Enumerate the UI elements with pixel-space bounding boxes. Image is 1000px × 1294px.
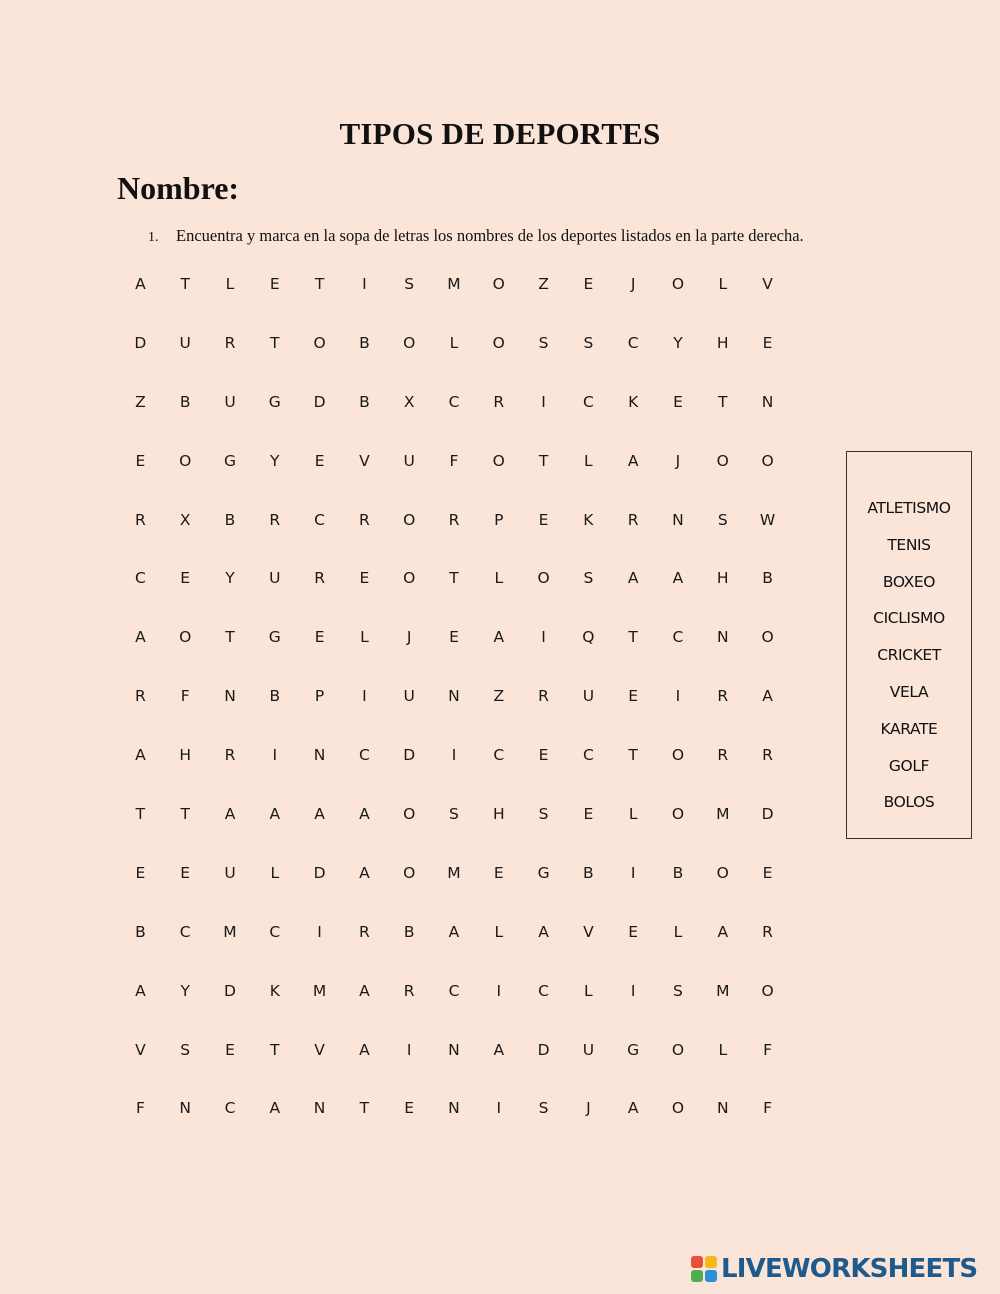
grid-letter[interactable]: R bbox=[224, 333, 236, 352]
grid-letter[interactable]: I bbox=[496, 981, 502, 1000]
grid-letter[interactable]: O bbox=[492, 451, 505, 470]
logo-square bbox=[691, 1270, 703, 1282]
grid-letter[interactable]: A bbox=[493, 1040, 505, 1059]
grid-letter[interactable]: S bbox=[717, 510, 728, 529]
grid-letter[interactable]: G bbox=[223, 451, 236, 470]
grid-letter[interactable]: I bbox=[541, 628, 546, 647]
grid-letter[interactable]: T bbox=[225, 628, 235, 647]
grid-letter[interactable]: O bbox=[537, 569, 550, 588]
grid-letter[interactable]: T bbox=[270, 1040, 280, 1059]
grid-letter[interactable]: H bbox=[179, 746, 192, 765]
grid-letter[interactable]: T bbox=[314, 275, 325, 293]
grid-letter[interactable]: P bbox=[494, 510, 504, 529]
grid-letter[interactable]: E bbox=[583, 275, 594, 293]
grid-letter[interactable]: C bbox=[358, 746, 370, 765]
grid-letter[interactable]: A bbox=[627, 569, 639, 588]
grid-letter[interactable]: U bbox=[269, 569, 281, 588]
grid-letter[interactable]: R bbox=[135, 510, 146, 529]
word-list-item: KARATE bbox=[880, 719, 938, 738]
grid-letter[interactable]: J bbox=[630, 275, 636, 293]
word-list-item: VELA bbox=[889, 682, 929, 701]
grid-letter[interactable]: B bbox=[359, 392, 370, 411]
grid-letter[interactable]: A bbox=[627, 451, 639, 470]
grid-letter[interactable]: R bbox=[627, 510, 639, 529]
grid-letter[interactable]: A bbox=[135, 628, 146, 647]
grid-letter[interactable]: N bbox=[179, 1099, 191, 1118]
grid-letter[interactable]: E bbox=[314, 628, 325, 647]
grid-letter[interactable]: E bbox=[493, 863, 504, 882]
grid-letter[interactable]: L bbox=[494, 569, 504, 588]
grid-letter[interactable]: Y bbox=[270, 451, 280, 470]
word-list-box bbox=[846, 451, 972, 839]
grid-letter[interactable]: F bbox=[135, 1099, 145, 1118]
page-title: TIPOS DE DEPORTES bbox=[339, 116, 661, 151]
grid-letter[interactable]: U bbox=[403, 451, 415, 470]
grid-letter[interactable]: U bbox=[403, 687, 415, 706]
grid-letter[interactable]: R bbox=[135, 687, 146, 706]
grid-letter[interactable]: A bbox=[762, 687, 773, 706]
grid-letter[interactable]: J bbox=[586, 1099, 591, 1118]
grid-letter[interactable]: S bbox=[538, 333, 549, 352]
grid-letter[interactable]: A bbox=[448, 922, 460, 941]
grid-letter[interactable]: V bbox=[762, 275, 773, 293]
grid-letter[interactable]: Q bbox=[582, 628, 595, 647]
grid-letter[interactable]: E bbox=[135, 863, 146, 882]
grid-letter[interactable]: D bbox=[313, 392, 326, 411]
grid-letter[interactable]: C bbox=[224, 1099, 236, 1118]
grid-letter[interactable]: S bbox=[538, 1099, 549, 1118]
instruction bbox=[148, 226, 804, 246]
grid-letter[interactable]: R bbox=[762, 746, 773, 765]
grid-letter[interactable]: C bbox=[269, 922, 281, 941]
grid-letter[interactable]: L bbox=[718, 275, 728, 293]
grid-letter[interactable]: O bbox=[716, 863, 729, 882]
grid-letter[interactable]: I bbox=[272, 746, 278, 765]
grid-letter[interactable]: N bbox=[716, 628, 729, 647]
grid-letter[interactable]: S bbox=[583, 333, 594, 352]
grid-letter[interactable]: S bbox=[180, 1040, 191, 1059]
instruction-number: 1. bbox=[148, 230, 159, 245]
grid-letter[interactable]: A bbox=[359, 981, 370, 1000]
grid-letter[interactable]: R bbox=[538, 687, 549, 706]
grid-letter[interactable]: F bbox=[763, 1099, 773, 1118]
grid-letter[interactable]: N bbox=[716, 1099, 729, 1118]
grid-letter[interactable]: C bbox=[627, 333, 639, 352]
grid-letter[interactable]: L bbox=[584, 451, 593, 470]
grid-letter[interactable]: R bbox=[314, 569, 325, 588]
grid-letter[interactable]: W bbox=[759, 510, 776, 529]
grid-letter[interactable]: B bbox=[359, 333, 370, 352]
grid-letter[interactable]: V bbox=[135, 1040, 146, 1059]
grid-letter[interactable]: D bbox=[761, 805, 774, 824]
grid-letter[interactable]: A bbox=[269, 805, 281, 824]
grid-letter[interactable]: R bbox=[224, 746, 236, 765]
grid-letter[interactable]: O bbox=[761, 451, 774, 470]
grid-letter[interactable]: R bbox=[403, 981, 415, 1000]
grid-letter[interactable]: H bbox=[492, 805, 505, 824]
grid-letter[interactable]: S bbox=[404, 275, 415, 293]
grid-letter[interactable]: L bbox=[270, 863, 280, 882]
grid-letter[interactable]: H bbox=[716, 569, 729, 588]
grid-letter[interactable]: A bbox=[135, 275, 146, 293]
grid-letter[interactable]: L bbox=[718, 1040, 728, 1059]
grid-letter[interactable]: S bbox=[583, 569, 594, 588]
grid-letter[interactable]: E bbox=[225, 1040, 235, 1059]
grid-letter[interactable]: B bbox=[583, 863, 594, 882]
grid-letter[interactable]: F bbox=[449, 451, 459, 470]
grid-letter[interactable]: O bbox=[403, 863, 416, 882]
grid-letter[interactable]: T bbox=[270, 333, 280, 352]
grid-letter[interactable]: D bbox=[313, 863, 326, 882]
grid-letter[interactable]: M bbox=[223, 922, 237, 941]
word-list-item: BOLOS bbox=[883, 793, 935, 812]
grid-letter[interactable]: I bbox=[630, 981, 636, 1000]
grid-letter[interactable]: U bbox=[224, 392, 236, 411]
grid-letter[interactable]: E bbox=[628, 687, 639, 706]
liveworksheets-logo-icon bbox=[691, 1256, 717, 1282]
logo-square bbox=[705, 1256, 717, 1268]
grid-letter[interactable]: A bbox=[135, 746, 146, 765]
grid-letter[interactable]: A bbox=[538, 922, 549, 941]
grid-letter[interactable]: L bbox=[225, 275, 235, 293]
logo-square bbox=[705, 1270, 717, 1282]
grid-letter[interactable]: A bbox=[359, 805, 370, 824]
grid-letter[interactable]: C bbox=[538, 981, 549, 1000]
grid-letter[interactable]: L bbox=[673, 922, 683, 941]
grid-letter[interactable]: T bbox=[449, 569, 459, 588]
grid-letter[interactable]: L bbox=[360, 628, 369, 647]
grid-letter[interactable]: T bbox=[135, 805, 146, 824]
grid-letter[interactable]: C bbox=[672, 628, 684, 647]
word-search-grid[interactable] bbox=[118, 268, 790, 1151]
word-list bbox=[847, 496, 971, 827]
grid-letter[interactable]: B bbox=[403, 922, 415, 941]
grid-letter[interactable]: N bbox=[313, 1099, 326, 1118]
grid-letter[interactable]: B bbox=[135, 922, 146, 941]
grid-letter[interactable]: S bbox=[449, 805, 459, 824]
grid-letter[interactable]: B bbox=[762, 569, 773, 588]
grid-letter[interactable]: E bbox=[628, 922, 639, 941]
grid-letter[interactable]: N bbox=[224, 687, 236, 706]
grid-letter[interactable]: O bbox=[671, 746, 685, 765]
grid-letter[interactable]: T bbox=[180, 805, 190, 824]
grid-letter[interactable]: T bbox=[628, 746, 638, 765]
grid-letter[interactable]: R bbox=[717, 687, 729, 706]
grid-letter[interactable]: B bbox=[269, 687, 281, 706]
grid-letter[interactable]: I bbox=[317, 922, 322, 941]
grid-letter[interactable]: U bbox=[582, 1040, 595, 1059]
grid-letter[interactable]: R bbox=[493, 392, 505, 411]
grid-letter[interactable]: K bbox=[628, 392, 639, 411]
grid-letter[interactable]: R bbox=[358, 510, 370, 529]
grid-letter[interactable]: E bbox=[673, 392, 683, 411]
grid-letter[interactable]: G bbox=[268, 628, 281, 647]
grid-letter[interactable]: O bbox=[492, 333, 505, 352]
grid-letter[interactable]: I bbox=[451, 746, 457, 765]
grid-letter[interactable]: U bbox=[582, 687, 595, 706]
grid-letter[interactable]: C bbox=[582, 392, 594, 411]
grid-letter[interactable]: Z bbox=[135, 392, 146, 411]
grid-letter[interactable]: B bbox=[179, 392, 191, 411]
grid-letter[interactable]: O bbox=[671, 1040, 685, 1059]
grid-letter[interactable]: T bbox=[359, 1099, 370, 1118]
grid-letter[interactable]: T bbox=[538, 451, 549, 470]
grid-letter[interactable]: E bbox=[314, 451, 325, 470]
word-list-item: CRICKET bbox=[877, 646, 941, 665]
grid-letter[interactable]: E bbox=[180, 569, 191, 588]
grid-letter[interactable]: R bbox=[448, 510, 460, 529]
grid-letter[interactable]: I bbox=[362, 687, 367, 706]
grid-letter[interactable]: E bbox=[762, 333, 773, 352]
brand-footer bbox=[691, 1252, 977, 1286]
grid-letter[interactable]: O bbox=[671, 275, 685, 293]
grid-letter[interactable]: U bbox=[179, 333, 191, 352]
grid-letter[interactable]: A bbox=[135, 981, 146, 1000]
grid-letter[interactable]: J bbox=[675, 451, 681, 470]
grid-letter[interactable]: L bbox=[584, 981, 593, 1000]
grid-letter[interactable]: X bbox=[403, 392, 415, 411]
grid-letter[interactable]: O bbox=[716, 451, 729, 470]
grid-letter[interactable]: C bbox=[493, 746, 505, 765]
grid-letter[interactable]: O bbox=[179, 628, 192, 647]
grid-letter[interactable]: D bbox=[134, 333, 147, 352]
grid-letter[interactable]: A bbox=[314, 805, 325, 824]
grid-letter[interactable]: I bbox=[496, 1099, 502, 1118]
grid-letter[interactable]: R bbox=[717, 746, 729, 765]
grid-letter[interactable]: J bbox=[406, 628, 412, 647]
grid-letter[interactable]: N bbox=[761, 392, 774, 411]
grid-letter[interactable]: T bbox=[628, 628, 638, 647]
grid-letter[interactable]: Y bbox=[225, 569, 235, 588]
grid-letter[interactable]: Z bbox=[493, 687, 505, 706]
grid-letter[interactable]: E bbox=[538, 510, 549, 529]
grid-letter[interactable]: O bbox=[492, 275, 505, 293]
grid-letter[interactable]: O bbox=[179, 451, 192, 470]
grid-letter[interactable]: A bbox=[627, 1099, 639, 1118]
grid-letter[interactable]: N bbox=[448, 1099, 460, 1118]
grid-letter[interactable]: O bbox=[403, 805, 416, 824]
grid-letter[interactable]: R bbox=[358, 922, 370, 941]
grid-letter[interactable]: F bbox=[763, 1040, 773, 1059]
grid-letter[interactable]: Z bbox=[538, 275, 549, 293]
word-list-item: TENIS bbox=[887, 535, 931, 554]
grid-letter[interactable]: C bbox=[448, 392, 460, 411]
word-list-item: GOLF bbox=[888, 756, 930, 775]
grid-letter[interactable]: R bbox=[269, 510, 281, 529]
grid-letter[interactable]: D bbox=[537, 1040, 550, 1059]
grid-letter[interactable]: A bbox=[224, 805, 236, 824]
grid-letter[interactable]: B bbox=[672, 863, 684, 882]
grid-letter[interactable]: O bbox=[671, 1099, 685, 1118]
grid-letter[interactable]: N bbox=[448, 687, 460, 706]
grid-letter[interactable]: A bbox=[359, 1040, 370, 1059]
grid-letter[interactable]: T bbox=[718, 392, 728, 411]
instruction-text: Encuentra y marca en la sopa de letras los nombres de los deportes listados en la parte derecha. bbox=[176, 226, 804, 245]
grid-letter[interactable]: M bbox=[447, 275, 461, 293]
grid-letter[interactable]: M bbox=[447, 863, 461, 882]
grid-letter[interactable]: D bbox=[403, 746, 416, 765]
grid-letter[interactable]: M bbox=[716, 981, 730, 1000]
grid-letter[interactable]: E bbox=[583, 805, 594, 824]
grid-letter[interactable]: E bbox=[762, 863, 773, 882]
grid-letter[interactable]: U bbox=[224, 863, 236, 882]
grid-letter[interactable]: B bbox=[224, 510, 236, 529]
grid-letter[interactable]: C bbox=[582, 746, 594, 765]
grid-letter[interactable]: N bbox=[672, 510, 684, 529]
grid-letter[interactable]: T bbox=[180, 275, 190, 293]
grid-letter[interactable]: V bbox=[359, 451, 370, 470]
grid-letter[interactable]: M bbox=[716, 805, 730, 824]
grid-letter[interactable]: O bbox=[403, 510, 416, 529]
grid-letter[interactable]: V bbox=[583, 922, 594, 941]
grid-letter[interactable]: C bbox=[314, 510, 325, 529]
grid-letter[interactable]: I bbox=[406, 1040, 412, 1059]
grid-letter[interactable]: O bbox=[761, 628, 774, 647]
grid-letter[interactable]: G bbox=[537, 863, 550, 882]
grid-letter[interactable]: E bbox=[180, 863, 191, 882]
word-list-item: CICLISMO bbox=[873, 609, 945, 628]
grid-letter[interactable]: Y bbox=[673, 333, 683, 352]
grid-letter[interactable]: A bbox=[493, 628, 505, 647]
grid-letter[interactable]: I bbox=[541, 392, 546, 411]
grid-letter[interactable]: P bbox=[314, 687, 325, 706]
grid-letter[interactable]: C bbox=[448, 981, 460, 1000]
name-label: Nombre: bbox=[117, 170, 240, 206]
grid-letter[interactable]: L bbox=[449, 333, 459, 352]
grid-letter[interactable]: A bbox=[269, 1099, 281, 1118]
grid-letter[interactable]: I bbox=[675, 687, 681, 706]
grid-letter[interactable]: F bbox=[180, 687, 190, 706]
grid-letter[interactable]: I bbox=[362, 275, 367, 293]
grid-letter[interactable]: O bbox=[403, 569, 416, 588]
grid-letter[interactable]: Y bbox=[180, 981, 190, 1000]
grid-letter[interactable]: A bbox=[717, 922, 729, 941]
word-list-item: ATLETISMO bbox=[867, 499, 951, 517]
grid-letter[interactable]: V bbox=[314, 1040, 325, 1059]
logo-square bbox=[691, 1256, 703, 1268]
grid-letter[interactable]: M bbox=[312, 981, 327, 1000]
grid-letter[interactable]: A bbox=[359, 863, 370, 882]
word-list-item: BOXEO bbox=[882, 572, 936, 591]
grid-letter[interactable]: C bbox=[179, 922, 191, 941]
grid-letter[interactable]: E bbox=[449, 628, 459, 647]
grid-letter[interactable]: E bbox=[269, 275, 280, 293]
grid-letter[interactable]: E bbox=[404, 1099, 415, 1118]
grid-letter[interactable]: O bbox=[313, 333, 326, 352]
grid-letter[interactable]: O bbox=[761, 981, 774, 1000]
grid-letter[interactable]: E bbox=[359, 569, 370, 588]
grid-letter[interactable]: S bbox=[673, 981, 683, 1000]
grid-letter[interactable]: O bbox=[671, 805, 685, 824]
grid-letter[interactable]: E bbox=[538, 746, 549, 765]
grid-letter[interactable]: L bbox=[494, 922, 504, 941]
grid-letter[interactable]: N bbox=[448, 1040, 460, 1059]
grid-letter[interactable]: G bbox=[268, 392, 281, 411]
grid-letter[interactable]: S bbox=[538, 805, 549, 824]
grid-letter[interactable]: K bbox=[269, 981, 280, 1000]
grid-letter[interactable]: H bbox=[716, 333, 729, 352]
grid-letter[interactable]: I bbox=[630, 863, 636, 882]
grid-letter[interactable]: G bbox=[627, 1040, 640, 1059]
grid-letter[interactable]: N bbox=[313, 746, 326, 765]
grid-letter[interactable]: L bbox=[628, 805, 638, 824]
grid-letter[interactable]: O bbox=[403, 333, 416, 352]
brand-name: LIVEWORKSHEETS bbox=[721, 1254, 978, 1284]
grid-letter[interactable]: D bbox=[224, 981, 236, 1000]
grid-letter[interactable]: R bbox=[762, 922, 773, 941]
grid-letter[interactable]: E bbox=[135, 451, 146, 470]
grid-letter[interactable]: K bbox=[583, 510, 594, 529]
grid-letter[interactable]: C bbox=[134, 569, 146, 588]
grid-letter[interactable]: A bbox=[672, 569, 684, 588]
grid-letter[interactable]: X bbox=[179, 510, 191, 529]
